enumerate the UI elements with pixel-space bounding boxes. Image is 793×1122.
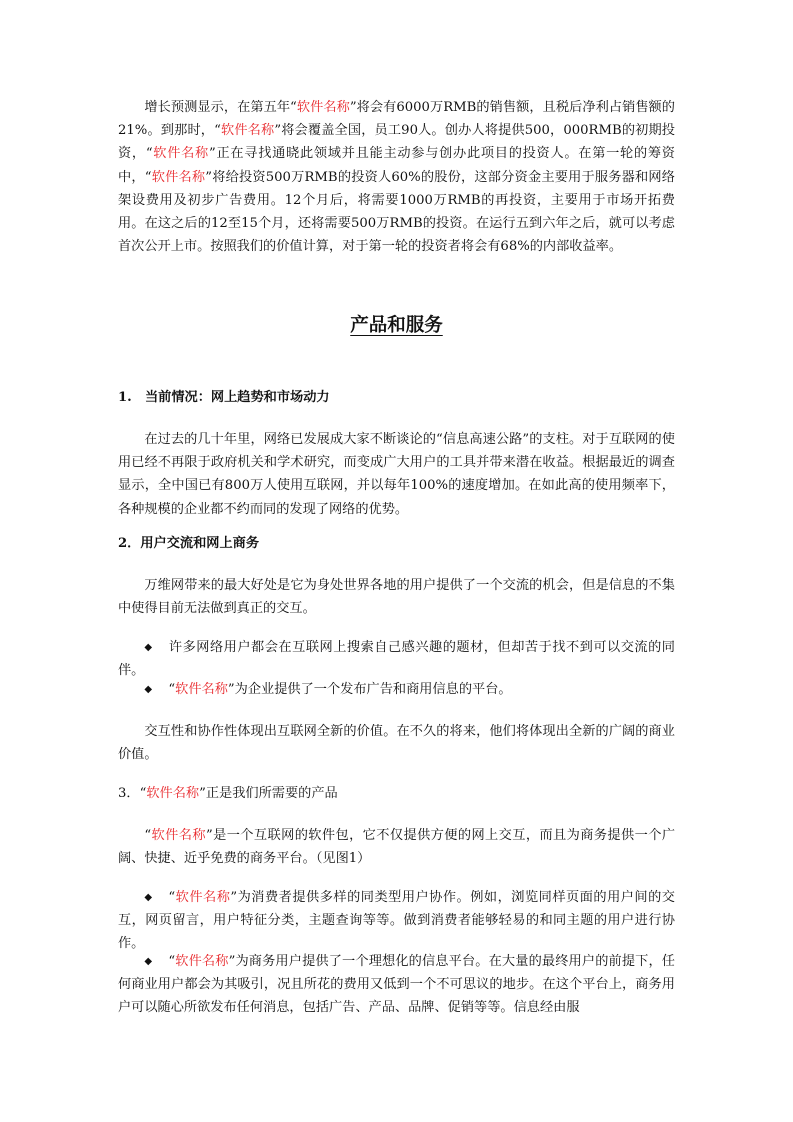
intro-text-4: ”正在寻找通晓此领域并且能主动参与创办此项目的投资人。在第一轮的筹资中，“ [118,146,675,185]
section-1-paragraph: 在过去的几十年里，网络已发展成大家不断谈论的“信息高速公路”的支柱。对于互联网的使用已经不再限于政府机关和学术研究，而变成广大用户的工具并带来潜在收益。根据最近的调查显示，全中国已有800万人使用互联网，并以每年100%的速度增加。在如此高的使用频率下，各种规模的企业都不约而同的发现了网络的优势。 [118,432,675,517]
bullet-text: ”为商务用户提供了一个理想化的信息平台。在大量的最终用户的前提下，任何商业用户都会为其吸引，况且所花的费用又低到一个不可思议的地步。在这个平台上，商务用户可以随心所欲发布任何消息，包括广告、产品、品牌、促销等等。信息经由服 [118,954,675,1016]
diamond-bullet-icon: ◆ [144,642,153,653]
section-2-bullet-1 [118,636,675,682]
quote-open: “ [168,890,176,905]
heading-3 [118,783,338,805]
diamond-bullet-icon: ◆ [144,956,153,967]
intro-text-5: ”将给投资500万RMB的投资人60%的股份，这部分资金主要用于服务器和网络架设费用及初步广告费用。12个月后，将需要1000万RMB的再投资，主要用于市场开拓费用。在这之后的12至15个月，还将需要500万RMB的投资。在运行五到六年之后，就可以考虑首次公开上市。按照我们的价值计算，对于第一轮的投资者将会有68%的内部收益率。 [118,169,675,255]
heading-3-prefix: 3．“ [118,786,147,801]
product-name: 软件名称 [152,146,209,162]
product-name: 软件名称 [151,828,206,843]
heading-2: 2．用户交流和网上商务 [118,536,260,551]
heading-3-suffix: ”正是我们所需要的产品 [199,786,338,801]
intro-paragraph [118,96,675,258]
section-title-text: 产品和服务 [350,315,443,336]
section-title [0,313,793,339]
section-3-bullet-1 [118,886,675,956]
intro-text-1: 增长预测显示，在第五年“ [144,100,297,115]
intro-text-2: ”将会有6000万RMB的销售额，且税后净利占销售额的21%。到那时，“ [118,100,675,139]
bullet-text: ”为消费者提供多样的同类型用户协作。例如，浏览同样页面的用户间的交互，网页留言，用户特征分类，主题查询等等。做到消费者能够轻易的和同主题的用户进行协作。 [118,890,675,952]
diamond-bullet-icon: ◆ [144,892,153,903]
quote-open: “ [168,954,176,969]
section-3-paragraph [118,824,675,870]
product-name: 软件名称 [175,682,228,697]
section-3-bullet-2 [118,950,675,1020]
heading-1: 1. 当前情况：网上趋势和市场动力 [118,390,330,405]
bullet-text: 许多网络用户都会在互联网上搜索自己感兴趣的题材，但却苦于找不到可以交流的同伴。 [118,640,675,679]
quote-open: “ [144,828,152,843]
product-name: 软件名称 [296,100,350,115]
product-name: 软件名称 [146,786,200,801]
product-name: 软件名称 [175,954,229,969]
product-name: 软件名称 [151,169,206,185]
diamond-bullet-icon: ◆ [144,684,153,695]
intro-text-3: ”将会覆盖全国，员工90人。创办人将提供500，000RMB的初期投资，“ [118,123,675,162]
section-2-paragraph-1: 万维网带来的最大好处是它为身处世界各地的用户提供了一个交流的机会，但是信息的不集中使得目前无法做到真正的交互。 [118,578,675,617]
section-3-text: ”是一个互联网的软件包，它不仅提供方便的网上交互，而且为商务提供一个广阔、快捷、近乎免费的商务平台。（见图1） [118,828,676,867]
product-name: 软件名称 [175,890,231,905]
bullet-text: ”为企业提供了一个发布广告和商用信息的平台。 [227,682,512,697]
product-name: 软件名称 [220,123,275,139]
quote-open: “ [168,682,176,697]
section-2-bullet-2 [118,678,675,701]
section-2-paragraph-2: 交互性和协作性体现出互联网全新的价值。在不久的将来，他们将体现出全新的广阔的商业价值。 [118,724,675,763]
